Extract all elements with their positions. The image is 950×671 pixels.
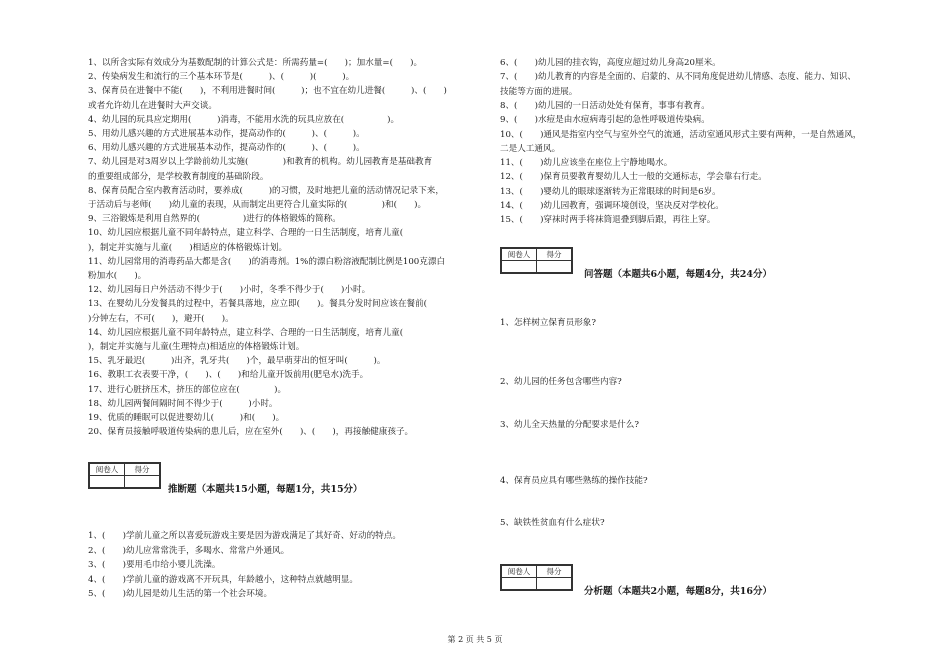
judge-item: 14、( )幼儿园教育，强调环境创设，坚决反对学校化。 — [500, 201, 724, 211]
question-line: 6、用幼儿感兴趣的方式进展基本动作，提高动作的( )、( )。 — [88, 143, 365, 154]
score-label: 得分 — [537, 566, 572, 578]
judge-section-title: 推断题（本题共15小题，每题1分，共15分） — [168, 484, 363, 495]
judge-item: 9、( )水痘是由水痘病毒引起的急性呼吸道传染病。 — [500, 115, 710, 126]
question-line: 19、优质的睡眠可以促进婴幼儿( )和( )。 — [88, 413, 285, 423]
question-line: 9、三浴锻炼是利用自然界的( )进行的体格锻炼的简称。 — [88, 214, 341, 225]
judge-item: 3、( )要用毛巾给小婴儿洗澡。 — [88, 560, 221, 571]
question-line: 8、保育员配合室内教育活动时，要养成( )的习惯，及时地把儿童的活动情况记录下来， — [88, 185, 444, 196]
judge-item: 2、( )幼儿应常常洗手，多喝水、常常户外通风。 — [88, 545, 290, 556]
reviewer-cell — [502, 578, 537, 590]
score-box-analysis — [500, 564, 573, 591]
judge-item: 7、( )幼儿教育的内容是全面的、启蒙的、从不同角度促进幼儿情感、态度、能力、知识、 — [500, 72, 856, 83]
score-box-judge — [88, 462, 161, 489]
question-line: 10、幼儿园应根据儿童不同年龄特点，建立科学、合理的一日生活制度，培育儿童( — [88, 228, 429, 239]
qa-question: 1、怎样树立保育员形象? — [500, 318, 597, 328]
question-line: 17、进行心脏挤压术，挤压的部位应在( )。 — [88, 384, 287, 395]
question-line: )分钟左右，不可( )，避开( )。 — [88, 313, 234, 324]
score-cell — [125, 476, 160, 488]
judge-item: 13、( )婴幼儿的眼球逐渐转为正常眼球的时间是6岁。 — [500, 186, 721, 197]
judge-item: 11、( )幼儿应该坐在座位上宁静地喝水。 — [500, 158, 673, 169]
reviewer-cell — [502, 261, 537, 273]
question-line: )，制定并实施与儿童(生理特点)相适应的体格锻炼计划。 — [88, 342, 305, 352]
judge-item: 二是人工通风。 — [500, 143, 561, 154]
question-line: 1、以所含实际有效成分为基数配制的计算公式是：所需药量=( )；加水量=( )。 — [88, 58, 423, 68]
qa-question: 4、保育员应具有哪些熟练的操作技能? — [500, 476, 648, 486]
question-line: 的重要组成部分，是学校教育制度的基础阶段。 — [88, 171, 269, 182]
judge-item: 技能等方面的进展。 — [500, 86, 578, 97]
analysis-section-title: 分析题（本题共2小题，每题8分，共16分） — [584, 586, 772, 597]
judge-item: 8、( )幼儿园的一日活动处处有保育，事事有教育。 — [500, 100, 710, 111]
question-line: )，制定并实施与儿童( )相适应的体格锻炼计划。 — [88, 242, 288, 253]
question-line: 11、幼儿园常用的消毒药品大都是含( )的消毒剂。1%的漂白粉溶液配制比例是100克漂白 — [88, 256, 446, 267]
score-label: 得分 — [125, 464, 160, 476]
page-footer: 第 2 页 共 5 页 — [447, 635, 503, 644]
judge-item: 10、( )通风是指室内空气与室外空气的流通，活动室通风形式主要有两种，一是自然通风， — [500, 129, 862, 140]
question-line: 20、保育员接触呼吸道传染病的患儿后，应在室外( )、( )，再接触健康孩子。 — [88, 427, 414, 438]
judge-item: 1、( )学前儿童之所以喜爱玩游戏主要是因为游戏满足了其好奇、好动的特点。 — [88, 531, 401, 541]
question-line: 于活动后与老师( )幼儿童的表现，从而制定出更符合儿童实际的( )和( )。 — [88, 200, 427, 210]
score-box-qa — [500, 247, 573, 274]
qa-question: 2、幼儿园的任务包含哪些内容? — [500, 377, 622, 387]
question-line: 3、保育员在进餐中不能( )，不利用进餐时间( )；也不宜在幼儿进餐( )、( ) — [88, 86, 447, 97]
question-line: 12、幼儿园每日户外活动不得少于( )小时，冬季不得少于( )小时。 — [88, 285, 371, 296]
question-line: 15、乳牙最迟( )出齐，乳牙共( )个，最早萌芽出的恒牙叫( )。 — [88, 356, 386, 367]
question-line: 4、幼儿园的玩具应定期用( )消毒，不能用水洗的玩具应放在( )。 — [88, 114, 400, 125]
question-line: 2、传染病发生和流行的三个基本环节是( )、( )( )。 — [88, 72, 355, 83]
reviewer-cell — [90, 476, 125, 488]
judge-item: 12、( )保育员要教育婴幼儿人士一般的交通标志，学会靠右行走。 — [500, 172, 767, 183]
judge-item: 4、( )学前儿童的游戏离不开玩具，年龄越小，这种特点就越明显。 — [88, 574, 358, 585]
reviewer-label: 阅卷人 — [502, 566, 537, 578]
qa-question: 3、幼儿全天热量的分配要求是什么? — [500, 420, 639, 430]
judge-item: 15、( )穿袜时两手将袜筒退叠到脚后跟，再往上穿。 — [500, 215, 716, 226]
score-label: 得分 — [537, 249, 572, 261]
question-line: 16、教职工衣表要干净，( )、( )和给儿童开饭前用(肥皂水)洗手。 — [88, 370, 369, 381]
qa-section-title: 问答题（本题共6小题，每题4分，共24分） — [584, 269, 772, 280]
question-line: 13、在婴幼儿分发餐具的过程中，若餐具落地，应立即( )。餐具分发时间应该在餐前( — [88, 299, 445, 310]
question-line: 粉加水( )。 — [88, 271, 147, 281]
question-line: 18、幼儿园两餐间隔时间不得少于( )小时。 — [88, 398, 278, 409]
question-line: 7、幼儿园是对3周岁以上学龄前幼儿实施( )和教育的机构。幼儿园教育是基础教育 — [88, 157, 433, 168]
question-line: 5、用幼儿感兴趣的方式进展基本动作，提高动作的( )、( )。 — [88, 129, 365, 139]
question-line: 或者允许幼儿在进餐时大声交谈。 — [88, 100, 217, 111]
reviewer-label: 阅卷人 — [90, 464, 125, 476]
judge-item: 5、( )幼儿园是幼儿生活的第一个社会环境。 — [88, 589, 273, 600]
question-line: 14、幼儿园应根据儿童不同年龄特点，建立科学、合理的一日生活制度，培育儿童( — [88, 327, 429, 338]
judge-item: 6、( )幼儿园的挂衣钩，高度应超过幼儿身高20厘米。 — [500, 58, 721, 68]
reviewer-label: 阅卷人 — [502, 249, 537, 261]
score-cell — [537, 261, 572, 273]
qa-question: 5、缺铁性贫血有什么症状? — [500, 518, 605, 528]
score-cell — [537, 578, 572, 590]
